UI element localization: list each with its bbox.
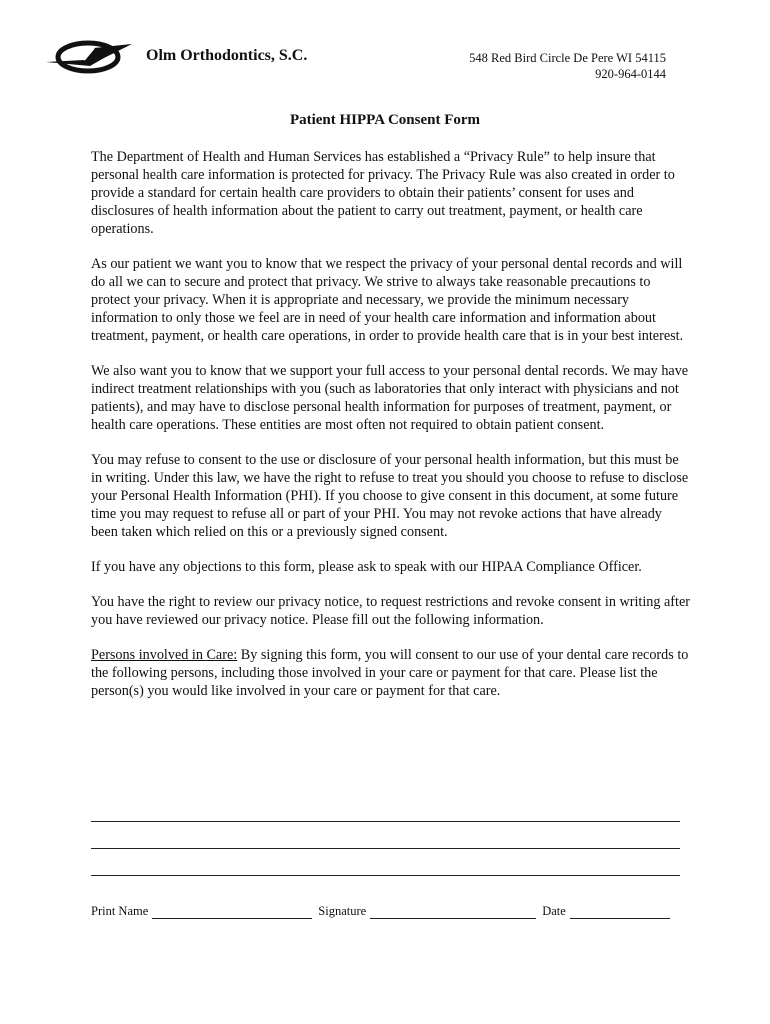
print-name-field[interactable]: [152, 906, 312, 919]
paragraph-objections: If you have any objections to this form, please ask to speak with our HIPAA Compliance Officer.: [91, 559, 642, 575]
paragraph-access: We also want you to know that we support your full access to your personal dental records. We may have indirect treatment relationships with you (such as laboratories that only interact with physicians and not patients), and may have to disclose personal health information for purposes of treatment, payment, or health care operations. These entities are most often not required to obtain patient consent.: [91, 363, 689, 433]
paragraph-respect-privacy: As our patient we want you to know that we respect the privacy of your personal dental records and will do all we can to secure and protect that privacy. We strive to always take reasonable precautions to protect your privacy. When it is appropriate and necessary, we provide the minimum necessary information to only those we feel are in need of your health care information and information about treatment, payment, or health care operations, in order to provide health care that is in your best interest.: [91, 256, 684, 344]
date-field[interactable]: [570, 906, 670, 919]
signature-label: Signature: [318, 904, 367, 918]
paragraph-refuse-consent: You may refuse to consent to the use or disclosure of your personal health information, but this must be in writing. Under this law, we have the right to refuse to treat you should you choose to refuse to disclose your Personal Health Information (PHI). If you choose to give consent in this document, at some future time you may request to refuse all or part of your PHI. You may not revoke actions that have already been taken which relied on this or a previously signed consent.: [91, 452, 689, 540]
person-entry-line-1[interactable]: [91, 821, 680, 822]
person-entry-line-3[interactable]: [91, 875, 680, 876]
signature-row: [91, 904, 681, 919]
persons-involved-label: Persons involved in Care:: [91, 647, 238, 663]
olm-logo-icon: [44, 36, 134, 78]
practice-address: [469, 50, 666, 82]
print-name-label: Print Name: [91, 904, 149, 918]
persons-involved-text: By signing this form, you will consent to our use of your dental care records to the following persons, including those involved in your care or payment for that care. Please list the person(s) you would like involved in your care or payment for that care.: [91, 647, 689, 699]
address-line: 548 Red Bird Circle De Pere WI 54115: [469, 51, 666, 65]
practice-name: Olm Orthodontics, S.C.: [146, 47, 308, 64]
phone-number: 920-964-0144: [595, 67, 666, 81]
paragraph-review-notice: You have the right to review our privacy notice, to request restrictions and revoke consent in writing after you have reviewed our privacy notice. Please fill out the following information.: [91, 594, 690, 628]
form-body: [91, 148, 691, 717]
paragraph-privacy-rule: The Department of Health and Human Services has established a “Privacy Rule” to help insure that personal health care information is protected for privacy. The Privacy Rule was also created in order to provide a standard for certain health care providers to obtain their patients’ consent for uses and disclosures of health information about the patient to carry out treatment, payment, or health care operations.: [91, 149, 675, 237]
date-label: Date: [542, 904, 566, 918]
form-title: Patient HIPPA Consent Form: [289, 112, 481, 128]
person-entry-line-2[interactable]: [91, 848, 680, 849]
paragraph-persons-involved: [91, 646, 691, 700]
signature-field[interactable]: [370, 906, 536, 919]
